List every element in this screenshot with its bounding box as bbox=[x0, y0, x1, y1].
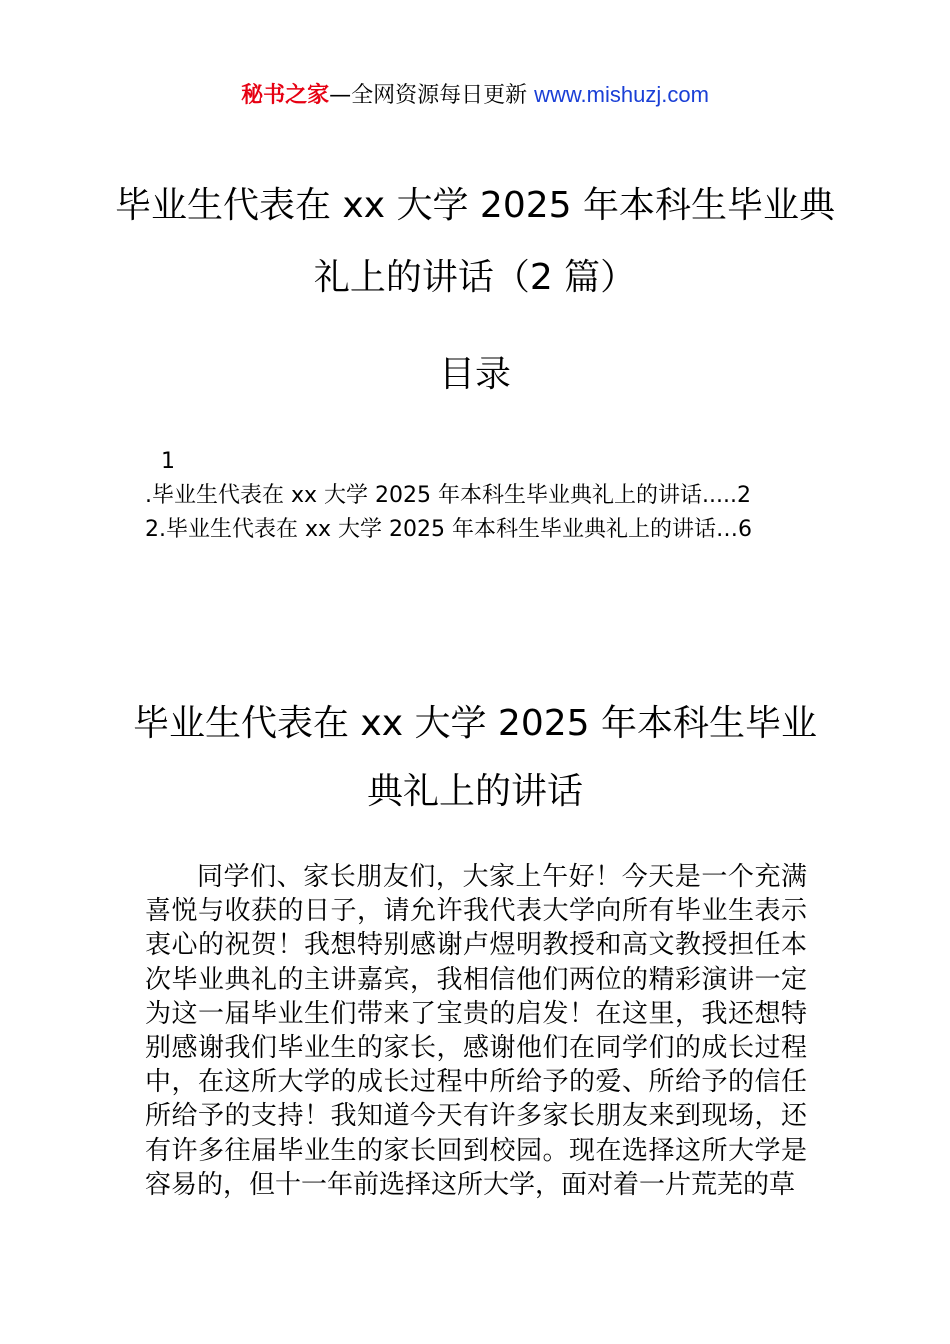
body-paragraph: 同学们、家长朋友们，大家上午好！今天是一个充满喜悦与收获的日子，请允许我代表大学向所有毕业生表示衷心的祝贺！我想特别感谢卢煜明教授和高文教授担任本次毕业典礼的主讲嘉宾，我相信他们两位的精彩演讲一定为这一届毕业生们带来了宝贵的启发！在这里，我还想特别感谢我们毕业生的家长，感谢他们在同学们的成长过程中，在这所大学的成长过程中所给予的爱、所给予的信任所给予的支持！我知道今天有许多家长朋友来到现场，还有许多往届毕业生的家长回到校园。现在选择这所大学是容易的，但十一年前选择这所大学，面对着一片荒芜的草 bbox=[145, 862, 807, 1200]
site-url-link[interactable]: www.mishuzj.com bbox=[534, 82, 709, 107]
toc-heading: 目录 bbox=[438, 354, 511, 395]
toc-entry-2[interactable]: 2.毕业生代表在 xx 大学 2025 年本科生毕业典礼上的讲话…6 bbox=[145, 517, 752, 542]
document-title: 毕业生代表在 xx 大学 2025 年本科生毕业典礼上的讲话（2 篇） bbox=[114, 185, 835, 298]
toc-first-number: 1 bbox=[161, 449, 175, 474]
site-banner bbox=[0, 80, 950, 111]
section-title: 毕业生代表在 xx 大学 2025 年本科生毕业典礼上的讲话 bbox=[132, 703, 817, 812]
table-of-contents bbox=[145, 445, 810, 547]
toc-entry-1[interactable]: .毕业生代表在 xx 大学 2025 年本科生毕业典礼上的讲话.....2 bbox=[145, 483, 751, 508]
banner-slogan: —全网资源每日更新 bbox=[329, 83, 535, 108]
brand-name: 秘书之家 bbox=[241, 83, 330, 108]
